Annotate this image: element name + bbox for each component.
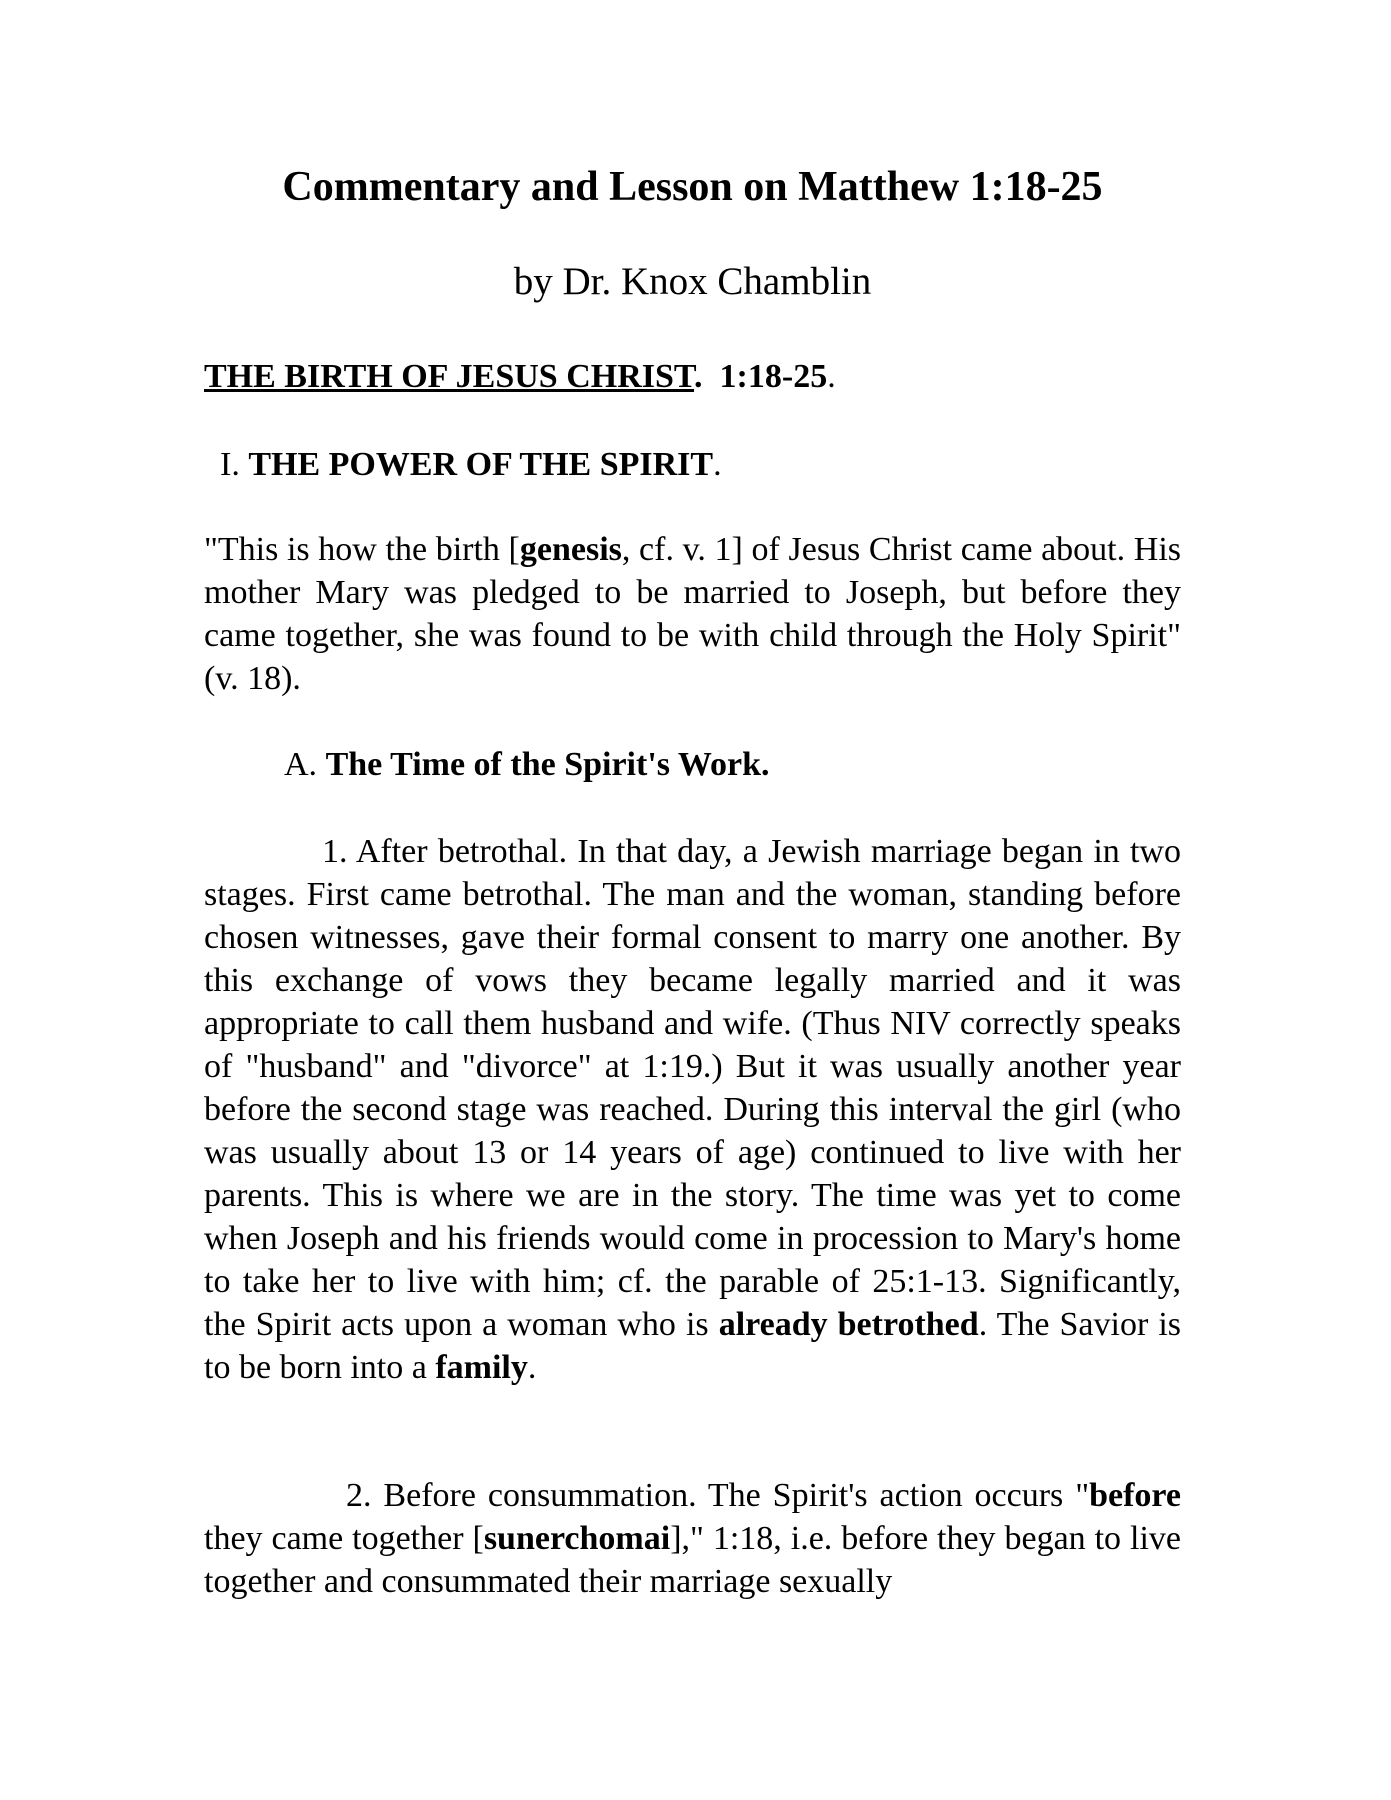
paragraph-after-betrothal — [204, 830, 1181, 1389]
roman-heading — [220, 443, 722, 487]
paragraph-quotation-term-genesis: genesis — [519, 531, 622, 568]
roman-heading-numeral: I. — [220, 446, 249, 483]
section-heading-separator: . — [694, 358, 720, 395]
paragraph-quotation — [204, 528, 1181, 700]
section-heading-title: THE BIRTH OF JESUS CHRIST — [204, 358, 695, 395]
sub-heading-letter: A. — [284, 746, 326, 783]
paragraph-quotation-part-2: , cf. v. 1] of Jesus Christ came about. His mother Mary was pledged to be married to Joseph, but before they came together, she was found to be with child through the Holy Spirit" (v. 18). — [204, 531, 1181, 697]
emphasis-family: family — [435, 1349, 528, 1386]
paragraph-before-consummation-part-3: ]," 1:18, i.e. before they began to live together and consummated their marriage sexually — [204, 1520, 1181, 1600]
roman-heading-text: THE POWER OF THE SPIRIT — [248, 446, 714, 483]
sub-heading — [284, 743, 770, 787]
paragraph-after-betrothal-part-3: . — [527, 1349, 537, 1386]
section-heading-period: . — [827, 358, 836, 395]
emphasis-already-betrothed: already betrothed — [718, 1306, 979, 1343]
paragraph-after-betrothal-part-1: 1. After betrothal. In that day, a Jewish marriage began in two stages. First came betrothal. The man and the woman, standing before chosen witnesses, gave their formal consent to marry one another. By this exchange of vows they became legally married and it was appropriate to call them husband and wife. (Thus NIV correctly speaks of "husband" and "divorce" at 1:19.) But it was usually another year before the second stage was reached. During this interval the girl (who was usually about 13 or 14 years of age) continued to live with her parents. This is where we are in the story. The time was yet to come when Joseph and his friends would come in procession to Mary's home to take her to live with him; cf. the parable of 25:1-13. Significantly, the Spirit acts upon a woman who is — [204, 833, 1181, 1343]
term-sunerchomai: sunerchomai — [483, 1520, 671, 1557]
paragraph-before-consummation-part-1: 2. Before consummation. The Spirit's action occurs " — [346, 1477, 1090, 1514]
paragraph-quotation-part-1: "This is how the birth [ — [204, 531, 520, 568]
paragraph-before-consummation — [204, 1474, 1181, 1603]
section-heading — [204, 355, 836, 399]
paragraph-before-consummation-part-2: they came together [ — [204, 1520, 484, 1557]
document-title: Commentary and Lesson on Matthew 1:18-25 — [282, 164, 1103, 210]
author-byline: by Dr. Knox Chamblin — [513, 260, 872, 303]
paragraph-after-betrothal-part-2: . The Savior is to be born into a — [204, 1306, 1181, 1386]
emphasis-before: before — [1089, 1477, 1181, 1514]
sub-heading-text: The Time of the Spirit's Work. — [325, 746, 770, 783]
roman-heading-period: . — [713, 446, 722, 483]
section-heading-reference: 1:18-25 — [719, 358, 828, 395]
